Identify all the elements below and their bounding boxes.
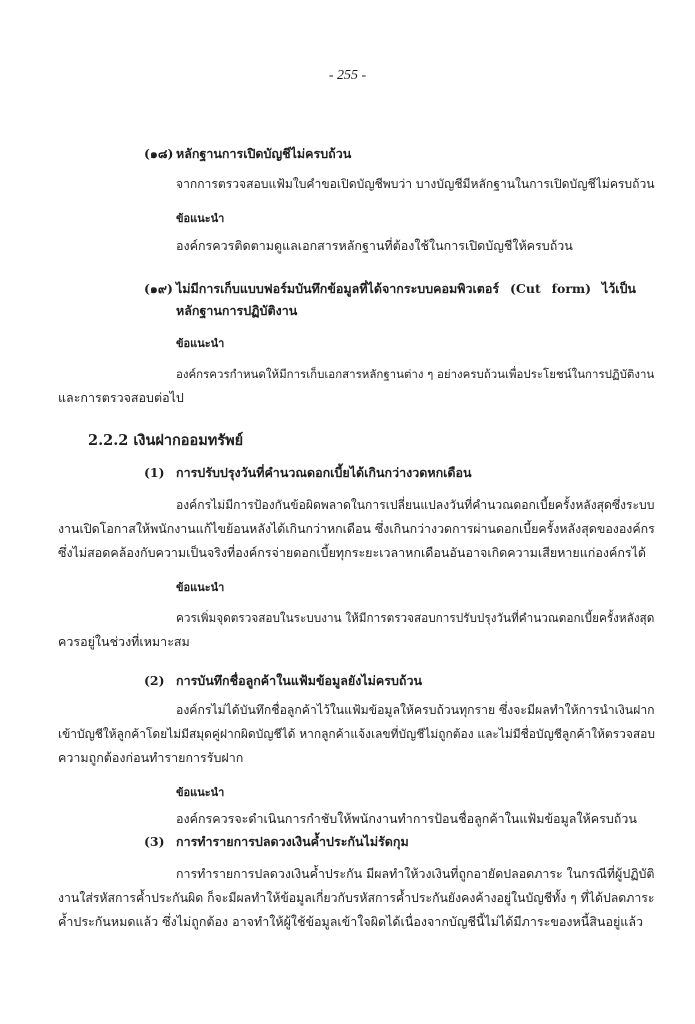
sub-1-title: การปรับปรุงวันที่คำนวณดอกเบี้ยได้เกินกว่างวดหกเดือน: [176, 465, 472, 480]
sub-3-body-line-1: การทำรายการปลดวงเงินค้ำประกัน มีผลทำให้วงเงินที่ถูกอายัดปลอดภาระ ในกรณีที่ผู้ปฏิบัติ: [176, 866, 655, 881]
item-19-title-line-2: หลักฐานการปฏิบัติงาน: [176, 303, 298, 318]
sub-1-body-line-3: ซึ่งไม่สอดคล้องกับความเป็นจริงที่องค์กรจ่ายดอกเบี้ยทุกระยะเวลาหกเดือนอันอาจเกิดความเสียหายแก่องค์กรได้: [58, 545, 647, 560]
sub-3-number: (3): [144, 834, 165, 849]
sub-2-body-line-2: เข้าบัญชีให้ลูกค้าโดยไม่มีสมุดคู่ฝากผิดบัญชีได้ หากลูกค้าแจ้งเลขที่บัญชีไม่ถูกต้อง และไม่มีชื่อบัญชีลูกค้าให้ตรวจสอบ: [58, 727, 655, 741]
sub-1-recommendation-label: ข้อแนะนำ: [176, 581, 225, 594]
sub-1-body-line-1: องค์กรไม่มีการป้องกันข้อผิดพลาดในการเปลี่ยนแปลงวันที่คำนวณดอกเบี้ยครั้งหลังสุดซึ่งระบบ: [176, 498, 655, 512]
item-18-recommendation: องค์กรควรติดตามดูแลเอกสารหลักฐานที่ต้องใช้ในการเปิดบัญชีให้ครบถ้วน: [176, 238, 573, 253]
item-19-title-part-d: ไว้เป็น: [601, 281, 636, 296]
item-19-number: (๑๙): [144, 281, 173, 296]
sub-1-body-line-2: งานเปิดโอกาสให้พนักงานแก้ไขย้อนหลังได้เกินกว่าหกเดือน ซึ่งเกินกว่างวดการผ่านดอกเบี้ยครั้งหลังสุดขององค์กร: [58, 521, 655, 536]
sub-3-body-line-2: งานใส่รหัสการค้ำประกันผิด ก็จะมีผลทำให้ข้อมูลเกี่ยวกับรหัสการค้ำประกันยังคงค้างอยู่ในบัญชีทั้ง ๆ ที่ได้ปลดภาระ: [58, 891, 655, 905]
item-19-recommendation-line-2: และการตรวจสอบต่อไป: [58, 390, 184, 405]
item-19-title-part-a: ไม่มีการเก็บแบบฟอร์มบันทึกข้อมูลที่ได้จากระบบคอมพิวเตอร์: [176, 281, 500, 296]
item-18-number: (๑๘): [144, 146, 174, 161]
sub-1-number: (1): [144, 465, 165, 480]
sub-2-recommendation: องค์กรควรจะดำเนินการกำชับให้พนักงานทำการป้อนชื่อลูกค้าในแฟ้มข้อมูลให้ครบถ้วน: [176, 811, 637, 826]
item-19-title-line-1: [176, 280, 636, 298]
sub-3-body-line-3: ค้ำประกันหมดแล้ว ซึ่งไม่ถูกต้อง อาจทำให้ผู้ใช้ข้อมูลเข้าใจผิดได้เนื่องจากบัญชีนี้ไม่ได้มีภาระของหนี้สินอยู่แล้ว: [58, 914, 644, 929]
sub-3-title: การทำรายการปลดวงเงินค้ำประกันไม่รัดกุม: [176, 834, 409, 849]
item-19-recommendation-line-1: องค์กรควรกำหนดให้มีการเก็บเอกสารหลักฐานต่าง ๆ อย่างครบถ้วนเพื่อประโยชน์ในการปฏิบัติงาน: [176, 367, 655, 381]
item-18-body: จากการตรวจสอบแฟ้มใบคำขอเปิดบัญชีพบว่า บางบัญชีมีหลักฐานในการเปิดบัญชีไม่ครบถ้วน: [176, 177, 655, 191]
item-19-title-part-c: form): [551, 281, 592, 296]
sub-1-recommendation-line-1: ควรเพิ่มจุดตรวจสอบในระบบงาน ให้มีการตรวจสอบการปรับปรุงวันที่คำนวณดอกเบี้ยครั้งหลังสุด: [176, 611, 655, 625]
sub-2-title: การบันทึกชื่อลูกค้าในแฟ้มข้อมูลยังไม่ครบถ้วน: [176, 673, 423, 688]
sub-2-number: (2): [144, 673, 165, 688]
item-19-recommendation-label: ข้อแนะนำ: [176, 337, 225, 350]
item-18-recommendation-label: ข้อแนะนำ: [176, 212, 225, 225]
sub-1-recommendation-line-2: ควรอยู่ในช่วงที่เหมาะสม: [58, 634, 190, 649]
page-number: - 255 -: [328, 68, 367, 83]
sub-2-body-line-1: องค์กรไม่ได้บันทึกชื่อลูกค้าไว้ในแฟ้มข้อมูลให้ครบถ้วนทุกราย ซึ่งจะมีผลทำให้การนำเงินฝาก: [176, 703, 655, 717]
sub-2-recommendation-label: ข้อแนะนำ: [176, 786, 225, 799]
item-19-title-part-b: (Cut: [510, 281, 541, 296]
item-18-title: หลักฐานการเปิดบัญชีไม่ครบถ้วน: [176, 146, 352, 161]
sub-2-body-line-3: ความถูกต้องก่อนทำรายการรับฝาก: [58, 750, 244, 765]
section-heading: 2.2.2 เงินฝากออมทรัพย์: [88, 432, 244, 449]
